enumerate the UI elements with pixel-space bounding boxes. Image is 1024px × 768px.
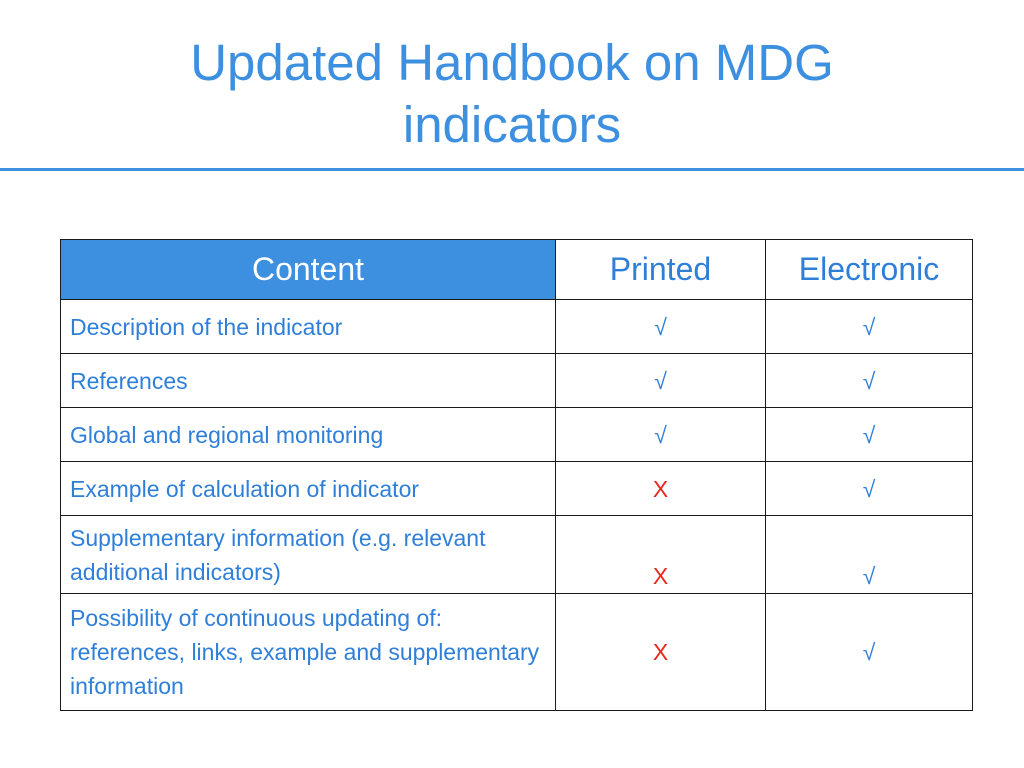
row-content: Supplementary information (e.g. relevant additional indicators)	[61, 516, 556, 594]
electronic-check-mark: √	[766, 354, 973, 408]
comparison-table	[60, 239, 973, 711]
electronic-check-mark: √	[766, 462, 973, 516]
table-row	[61, 354, 973, 408]
slide-title-line2: indicators	[402, 96, 622, 153]
printed-check-mark: √	[556, 354, 766, 408]
table-row	[61, 516, 973, 594]
printed-cross-mark: X	[556, 516, 766, 594]
header-printed: Printed	[556, 240, 766, 300]
slide-title-line1: Updated Handbook on MDG	[190, 34, 834, 91]
table-header-row	[61, 240, 973, 300]
row-content: Description of the indicator	[61, 300, 556, 354]
printed-check-mark: √	[556, 408, 766, 462]
electronic-check-mark: √	[766, 408, 973, 462]
printed-cross-mark: X	[556, 594, 766, 711]
table-row	[61, 462, 973, 516]
electronic-check-mark: √	[766, 594, 973, 711]
printed-check-mark: √	[556, 300, 766, 354]
row-content: Global and regional monitoring	[61, 408, 556, 462]
row-content: References	[61, 354, 556, 408]
header-electronic: Electronic	[766, 240, 973, 300]
title-divider	[0, 168, 1024, 171]
table-row	[61, 408, 973, 462]
table-row	[61, 300, 973, 354]
row-content: Possibility of continuous updating of: references, links, example and supplementary information	[61, 594, 556, 711]
printed-cross-mark: X	[556, 462, 766, 516]
header-content: Content	[61, 240, 556, 300]
electronic-check-mark: √	[766, 516, 973, 594]
table-row	[61, 594, 973, 711]
electronic-check-mark: √	[766, 300, 973, 354]
slide-title	[0, 32, 1024, 156]
row-content: Example of calculation of indicator	[61, 462, 556, 516]
